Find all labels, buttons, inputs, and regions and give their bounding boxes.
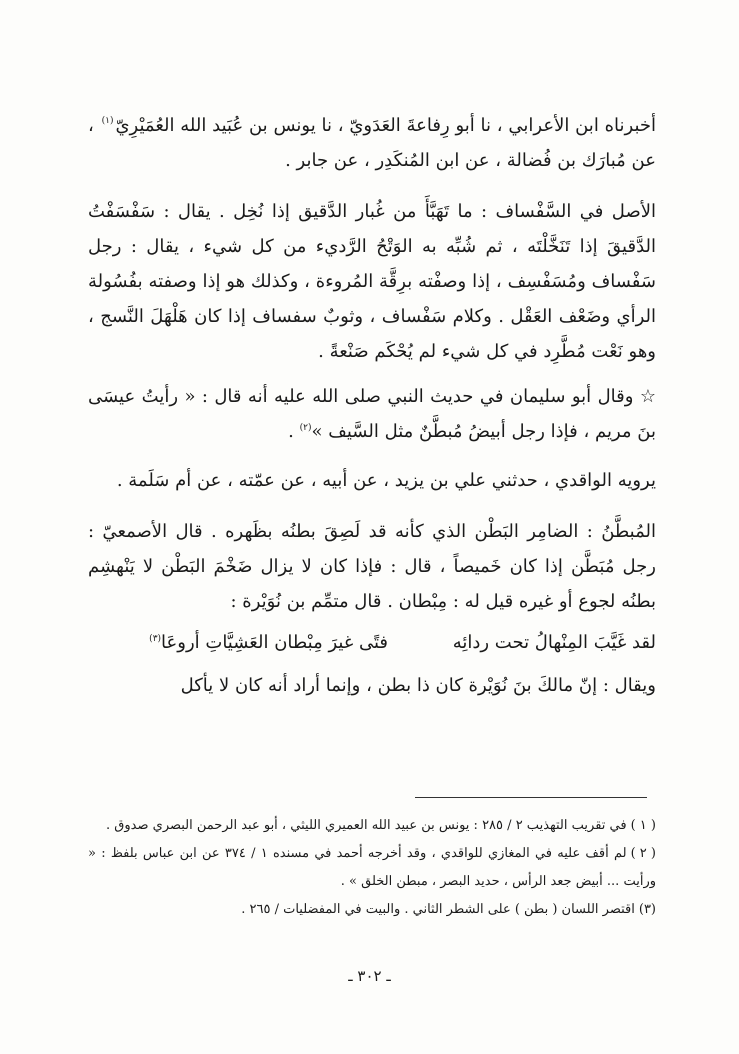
paragraph-sanad-after: ، عن مُبارَك بن فُضالة ، عن ابن المُنكَدِر ، عن جابر . bbox=[88, 115, 656, 171]
footnote-3-text: اقتصر اللسان ( بطن ) على الشطر الثاني . والبيت في المفضليات / ٢٦٥ . bbox=[241, 902, 635, 917]
footnote-ref-2: (٢) bbox=[299, 423, 312, 433]
paragraph-asl: الأصل في السَّفْساف : ما تَهَبَّأَ من غُبار الدَّقيق إذا نُخِل . يقال : سَفْسَفْتُ الدَّقيقَ إذا تَنَخَّلْتَه ، ثم شُبِّه به الوَتْحُ الرَّديء من كل شيء ، يقال : رجل سَفْساف ومُسَفْسِف ، إذا وصفْته برِقَّة المُروءة ، وكذلك هو إذا وصفته بفُسُولة الرأي وضَعْف العَقْل . وكلام سَفْساف ، وثوبٌ سفساف إذا كان هَلْهَلَ النَّسج ، وهو نَعْت مُطَّرِد في كل شيء لم يُحْكَم صَنْعةً . bbox=[88, 201, 656, 362]
paragraph-sanad bbox=[88, 108, 656, 178]
footnotes bbox=[88, 812, 656, 924]
paragraph-hadith-text: ☆ وقال أبو سليمان في حديث النبي صلى الله عليه أنه قال : « رأيتُ عيسَى بنَ مريم ، فإذا رجل أبيضُ مُبطَّنٌ مثل السَّيف » bbox=[88, 386, 656, 442]
paragraph-isnad: يرويه الواقدي ، حدثني علي بن يزيد ، عن أبيه ، عن عمّته ، عن أم سَلَمة . bbox=[116, 470, 656, 491]
page-body bbox=[88, 108, 656, 703]
paragraph-hadith bbox=[88, 379, 656, 449]
footnote-ref-3: (٣) bbox=[149, 634, 162, 644]
footnote-1-text: في تقريب التهذيب ٢ / ٢٨٥ : يونس بن عبيد الله العميري الليثي ، أبو عبد الرحمن البصري صدوق . bbox=[106, 818, 627, 833]
verse-hemistich-2 bbox=[88, 625, 388, 660]
footnote-ref-1: (١) bbox=[101, 116, 114, 126]
verse-hemistich-1: لقد غَيَّبَ المِنْهالُ تحت ردائِه bbox=[452, 632, 656, 653]
footnote-2-text: لم أقف عليه في المغازي للواقدي ، وقد أخرجه أحمد في مسنده ١ / ٣٧٤ عن ابن عباس بلفظ : « ورأيت ... أبيض جعد الرأس ، حديد البصر ، مبطن الخلق » . bbox=[88, 846, 656, 889]
paragraph-last: ويقال : إنّ مالكَ بنَ نُوَيْرة كان ذا بطن ، وإنما أراد أنه كان لا يأكل bbox=[180, 675, 656, 696]
poetry-verse bbox=[88, 625, 656, 660]
page-number: ـ ٣٠٢ ـ bbox=[348, 967, 391, 985]
footnote-1-number: ( ١ ) bbox=[630, 818, 656, 833]
paragraph-hadith-after: . bbox=[288, 421, 300, 442]
footnote-2-number: ( ٢ ) bbox=[630, 846, 656, 861]
paragraph-mubattan: المُبطَّنُ : الضامِر البَطْن الذي كأنه قد لَصِقَ بطنُه بظَهره . قال الأصمعيّ : رجل مُبَطَّن إذا كان خَميصاً ، قال : فإذا كان لا يزال ضَخْمَ البَطْن لا يَنْهشِم بطنُه لجوع أو غيره قيل له : مِبْطان . قال متمِّم بن نُوَيْرة : bbox=[88, 521, 656, 612]
footnote-2 bbox=[88, 840, 656, 896]
verse-hemistich-2-text: فتًى غيرَ مِبْطان العَشِيَّاتِ أروعَا bbox=[161, 632, 388, 653]
footnote-3-number: (٣) bbox=[638, 902, 656, 917]
paragraph-sanad-text: أخبرناه ابن الأعرابي ، نا أبو رِفاعةَ العَدَويّ ، نا يونس بن عُبَيد الله العُمَيْرِيّ bbox=[115, 115, 657, 136]
footnote-1 bbox=[88, 812, 656, 840]
footnote-3 bbox=[88, 896, 656, 924]
footnote-divider bbox=[415, 797, 647, 798]
